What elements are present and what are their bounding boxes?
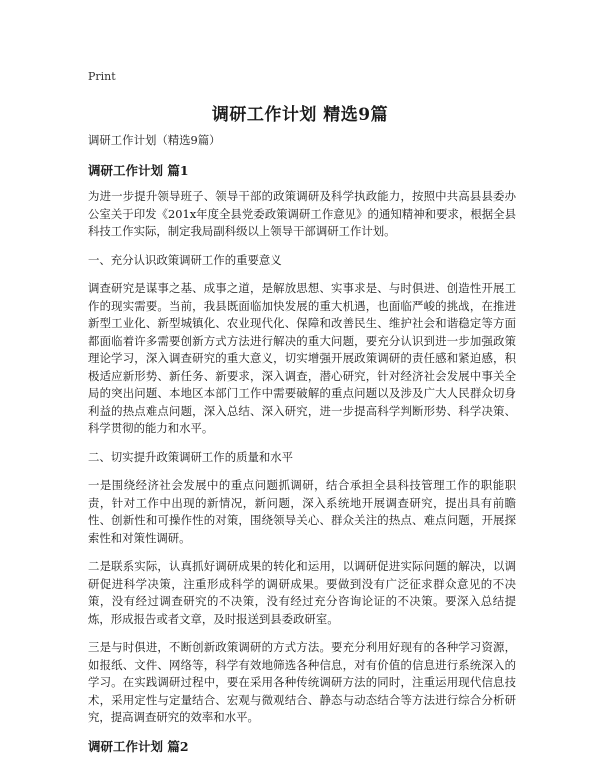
section-2-heading: 二、切实提升政策调研工作的质量和水平 (88, 449, 294, 464)
point-3-paragraph: 三是与时俱进，不断创新政策调研的方式方法。要充分利用好现有的各种学习资源，如报纸、文件、网络等，科学有效地筛选各种信息，对有价值的信息进行系统深入的学习。在实践调研过程中，要在采用各种传统调研方法的同时，注重运用现代信息技术，采用定性与定量结合、宏观与微观结合、静态与动态结合等方法进行综合分析研究，提高调查研究的效率和水平。 (88, 640, 516, 724)
point-1-paragraph: 一是围绕经济社会发展中的重点问题抓调研，结合承担全县科技管理工作的职能职责，针对工作中出现的新情况，新问题，深入系统地开展调查研究，提出具有前瞻性、创新性和可操作性的对策，围绕领导关心、群众关注的热点、难点问题，开展探索性和对策性调研。 (88, 478, 516, 545)
intro-paragraph: 为进一步提升领导班子、领导干部的政策调研及科学执政能力，按照中共高县县委办公室关于印发《201x年度全县党委政策调研工作意见》的通知精神和要求，根据全县科技工作实际，制定我局副科级以上领导干部调研工作计划。 (88, 189, 516, 238)
page-title: 调研工作计划 精选9篇 (211, 105, 389, 125)
section-1-heading: 一、充分认识政策调研工作的重要意义 (88, 252, 282, 267)
print-label[interactable]: Print (88, 70, 116, 83)
document-body (88, 132, 516, 764)
point-2-paragraph: 二是联系实际，认真抓好调研成果的转化和运用，以调研促进实际问题的解决，以调研促进科学决策，注重形成科学的调研成果。要做到没有广泛征求群众意见的不决策，没有经过调查研究的不决策，没有经过充分咨询论证的不决策。要深入总结提炼，形成报告或者文章，及时报送到县委政研室。 (88, 559, 516, 626)
document-subtitle: 调研工作计划（精选9篇） (88, 133, 221, 147)
section-1-paragraph: 调查研究是谋事之基、成事之道，是解放思想、实事求是、与时俱进、创造性开展工作的现实需要。当前，我县既面临加快发展的重大机遇，也面临严峻的挑战，在推进新型工业化、新型城镇化、农业现代化、保障和改善民生、维护社会和谐稳定等方面都面临着许多需要创新方式方法进行解决的重大问题，要充分认识到进一步加强政策理论学习，深入调查研究的重大意义，切实增强开展政策调研的责任感和紧迫感，积极适应新形势、新任务、新要求，深入调查，潜心研究，针对经济社会发展中事关全局的突出问题、本地区本部门工作中需要破解的重点问题以及涉及广大人民群众切身利益的热点难点问题，深入总结、深入研究，进一步提高科学判断形势、科学决策、科学贯彻的能力和水平。 (88, 281, 516, 435)
chapter-1-heading: 调研工作计划 篇1 (88, 162, 189, 178)
chapter-2-heading: 调研工作计划 篇2 (88, 738, 189, 754)
